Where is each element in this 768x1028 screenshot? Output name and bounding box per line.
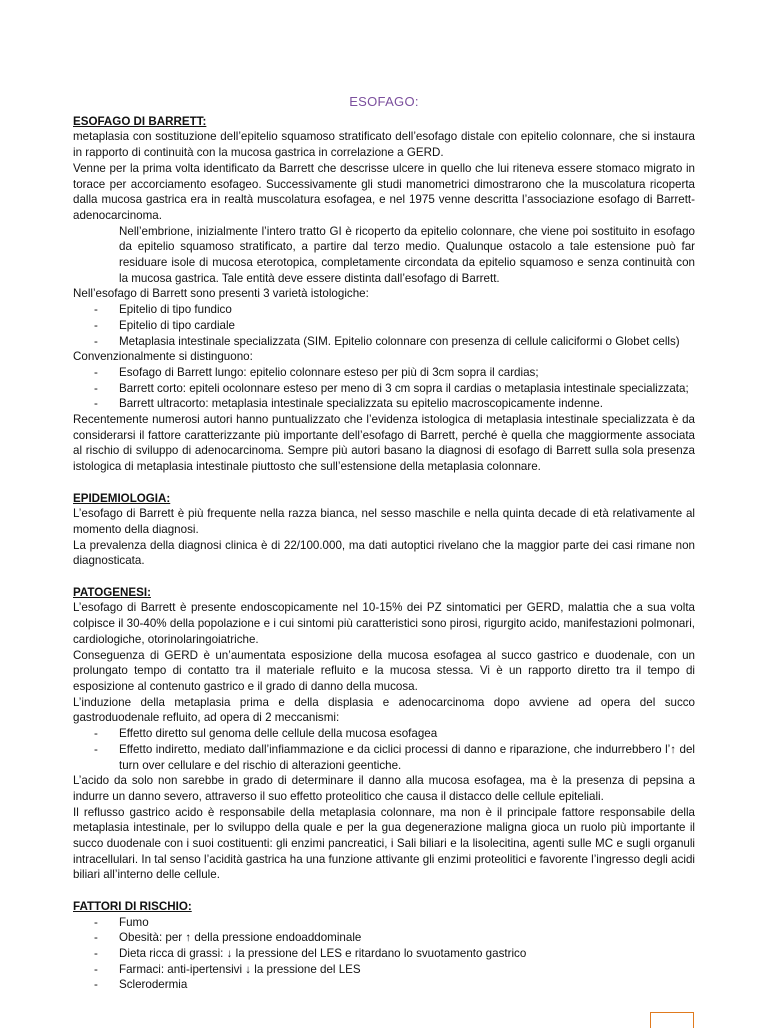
indented-paragraph: Nell’embrione, inizialmente l’intero tratto GI è ricoperto da epitelio colonnare, che viene poi sostituito in esofago da epitelio squamoso stratificato, a partire dal terzo medio. Qualunque ostacolo a tale estensione può far residuare isole di mucosa eterotopica, completamente circondata da epitelio squamoso e senza continuità con la mucosa gastrica. Tale entità deve essere distinta dall’esofago di Barrett.: [119, 224, 695, 285]
page-number-box: [650, 1012, 694, 1028]
spacer: [73, 883, 695, 899]
list-item: - Epitelio di tipo cardiale: [73, 318, 695, 334]
page-title: ESOFAGO:: [349, 94, 419, 109]
list-item: - Obesità: per ↑ della pressione endoaddominale: [73, 930, 695, 946]
list-item: - Sclerodermia: [73, 977, 695, 993]
types-list: [73, 365, 695, 412]
list-item: - Esofago di Barrett lungo: epitelio colonnare esteso per più di 3cm sopra il cardias;: [73, 365, 695, 381]
paragraph: Recentemente numerosi autori hanno puntualizzato che l’evidenza istologica di metaplasia intestinale specializzata è da considerarsi il fattore caratterizzante più importante dell’esofago di Barrett, perché è quella che maggiormente associata al rischio di sviluppo di adenocarcinoma. Sempre più autori basano la diagnosi di esofago di Barrett sulla sola presenza istologica di metaplasia intestinale piuttosto che sull’estensione della metaplasia colonnare.: [73, 413, 695, 474]
varieties-list: [73, 302, 695, 349]
paragraph: Conseguenza di GERD è un’aumentata esposizione della mucosa esofagea al succo gastrico e duodenale, con un prolungato tempo di contatto tra il materiale refluito e la mucosa stessa. Vi è un rapporto diretto tra il tempo di esposizione al contenuto gastrico e il grado di danno della mucosa.: [73, 648, 695, 693]
list-item: - Effetto indiretto, mediato dall’infiammazione e da ciclici processi di danno e riparazione, che indurrebbero l’↑ del turn over cellulare e del rischio di alterazioni geentiche.: [73, 742, 695, 773]
spacer: [73, 569, 695, 585]
paragraph: L’esofago di Barrett è più frequente nella razza bianca, nel sesso maschile e nella quinta decade di età relativamente al momento della diagnosi.: [73, 507, 695, 536]
risk-factors-list: [73, 915, 695, 994]
section-rischio: [73, 899, 695, 993]
section-heading-patogenesi: PATOGENESI:: [73, 585, 151, 599]
section-heading-rischio: FATTORI DI RISCHIO:: [73, 899, 192, 913]
paragraph: metaplasia con sostituzione dell’epitelio squamoso stratificato dell’esofago distale con epitelio colonnare, che si instaura in rapporto di continuità con la mucosa gastrica in correlazione a GERD.: [73, 130, 695, 160]
list-item: - Barrett corto: epiteli ocolonnare esteso per meno di 3 cm sopra il cardias o metaplasia intestinale specializzata;: [73, 381, 695, 397]
section-epidemiologia: [73, 491, 695, 570]
section-barrett: [73, 114, 695, 475]
paragraph: L’acido da solo non sarebbe in grado di determinare il danno alla mucosa esofagea, ma è la presenza di pepsina a indurre un danno severo, attraverso il suo effetto proteolitico che causa il distacco delle cellule epiteliali.: [73, 774, 695, 803]
document-page: [73, 94, 695, 993]
section-heading-barrett: ESOFAGO DI BARRETT:: [73, 114, 207, 128]
paragraph: Il reflusso gastrico acido è responsabile della metaplasia colonnare, ma non è il principale fattore responsabile della metaplasia intestinale, per lo sviluppo della quale e per la gua degenerazione maligna gioca un ruolo più importante il succo duodenale con i suoi costituenti: gli enzimi pancreatici, i Sali biliari e la lisolecitina, agenti sulle MC e sugli organuli intracellulari. In tal senso l’acidità gastrica ha una funzione attivante gli enzimi proteolitici e favorente l’ingresso degli acidi biliari all’interno delle cellule.: [73, 805, 695, 882]
list-item: - Fumo: [73, 915, 695, 931]
list-item: - Dieta ricca di grassi: ↓ la pressione del LES e ritardano lo svuotamento gastrico: [73, 946, 695, 962]
mechanisms-list: [73, 726, 695, 773]
section-patogenesi: [73, 585, 695, 883]
list-item: - Effetto diretto sul genoma delle cellule della mucosa esofagea: [73, 726, 695, 742]
paragraph: La prevalenza della diagnosi clinica è di 22/100.000, ma dati autoptici rivelano che la maggior parte dei casi rimane non diagnosticata.: [73, 538, 695, 568]
section-heading-epidemiologia: EPIDEMIOLOGIA:: [73, 491, 171, 505]
paragraph: L’esofago di Barrett è presente endoscopicamente nel 10-15% dei PZ sintomatici per GERD, malattia che a sua volta colpisce il 30-40% della popolazione e i cui sintomi più caratteristici sono pirosi, rigurgito acido, manifestazioni polmonari, cardiologiche, otorinolaringoiatriche.: [73, 601, 695, 646]
list-item: - Epitelio di tipo fundico: [73, 302, 695, 318]
list-item: - Metaplasia intestinale specializzata (SIM. Epitelio colonnare con presenza di cellule caliciformi o Globet cells): [73, 334, 695, 350]
paragraph: Nell’esofago di Barrett sono presenti 3 varietà istologiche:: [73, 287, 369, 301]
list-item: - Farmaci: anti-ipertensivi ↓ la pressione del LES: [73, 962, 695, 978]
list-item: - Barrett ultracorto: metaplasia intestinale specializzata su epitelio macroscopicamente indenne.: [73, 396, 695, 412]
paragraph: Venne per la prima volta identificato da Barrett che descrisse ulcere in quello che lui riteneva essere stomaco migrato in torace per accorciamento esofageo. Successivamente gli studi manometrici dimostrarono che la muscolatura ricoperta dalla mucosa gastrica era in realtà muscolatura esofagea, e nel 1975 venne descritta l’associazione esofago di Barrett-adenocarcinoma.: [73, 161, 695, 222]
paragraph: L’induzione della metaplasia prima e della displasia e adenocarcinoma dopo avviene ad opera del succo gastroduodenale refluito, ad opera di 2 meccanismi:: [73, 695, 695, 725]
spacer: [73, 475, 695, 491]
paragraph: Convenzionalmente si distinguono:: [73, 350, 253, 364]
